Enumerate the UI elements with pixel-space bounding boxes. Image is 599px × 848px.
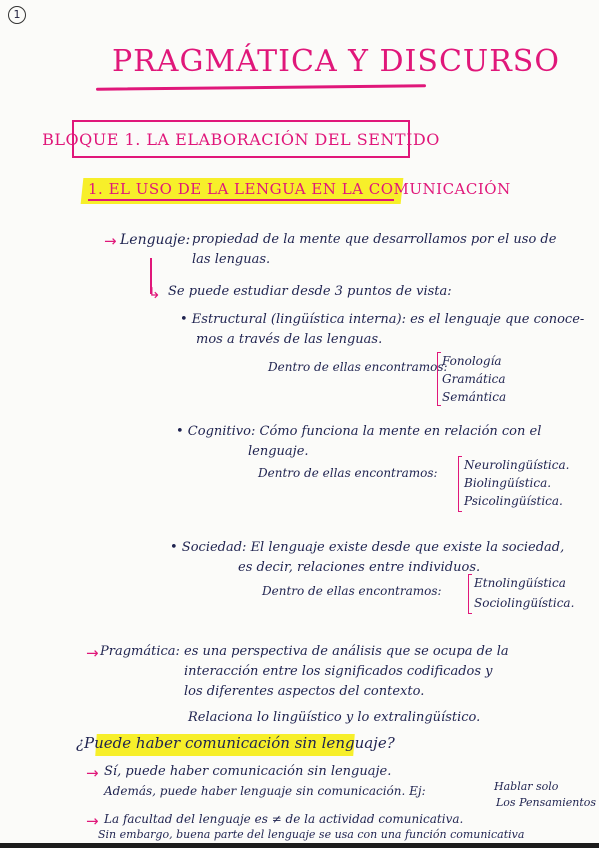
bracket xyxy=(437,352,441,406)
list-item: Psicolingüística. xyxy=(464,494,563,508)
title-underline xyxy=(96,84,426,90)
section-underline xyxy=(88,199,394,201)
answer-line3: La facultad del lenguaje es ≠ de la actividad comunicativa. xyxy=(104,812,464,826)
list-item: Etnolingüística xyxy=(474,576,566,590)
arrow-icon: → xyxy=(86,812,99,830)
list-item: Biolingüística. xyxy=(464,476,552,490)
sociedad-dentro: Dentro de ellas encontramos: xyxy=(262,584,442,598)
example-2: Los Pensamientos xyxy=(496,796,597,809)
list-item: Fonología xyxy=(442,354,502,368)
cognitivo-label: • Cognitivo: Cómo funciona la mente en relación con el xyxy=(176,424,542,439)
estructural-dentro: Dentro de ellas encontramos: xyxy=(268,360,448,374)
list-item: Sociolingüística. xyxy=(474,596,575,610)
page-number: 1 xyxy=(8,6,26,24)
question-text: ¿Puede haber comunicación sin lenguaje? xyxy=(76,734,395,752)
pragmatica-term: Pragmática: xyxy=(100,644,180,659)
answer-line2: Además, puede haber lenguaje sin comunicación. Ej: xyxy=(104,784,426,798)
arrow-icon: → xyxy=(104,232,117,250)
answer-line1: Sí, puede haber comunicación sin lenguaje. xyxy=(104,764,392,779)
sociedad-label: • Sociedad: El lenguaje existe desde que existe la sociedad, xyxy=(170,540,565,555)
lenguaje-sub: Se puede estudiar desde 3 puntos de vista: xyxy=(168,284,452,299)
bracket xyxy=(468,574,472,614)
lenguaje-term: Lenguaje: xyxy=(120,232,191,248)
answer-line4: Sin embargo, buena parte del lenguaje se usa con una función comunicativa xyxy=(98,828,525,841)
sociedad-line2: es decir, relaciones entre individuos. xyxy=(238,560,481,575)
list-item: Neurolingüística. xyxy=(464,458,570,472)
bloque-heading-box xyxy=(42,120,440,158)
page-title: PRAGMÁTICA Y DISCURSO xyxy=(112,44,560,79)
bottom-border xyxy=(0,843,599,848)
pragmatica-def-line1: es una perspectiva de análisis que se ocupa de la xyxy=(184,644,509,659)
cognitivo-line2: lenguaje. xyxy=(248,444,309,459)
lenguaje-def-line2: las lenguas. xyxy=(192,252,271,267)
cognitivo-dentro: Dentro de ellas encontramos: xyxy=(258,466,438,480)
estructural-label: • Estructural (lingüística interna): es el lenguaje que conoce- xyxy=(180,312,585,327)
pragmatica-relaciona: Relaciona lo lingüístico y lo extralingüístico. xyxy=(188,710,481,725)
section-title: 1. EL USO DE LA LENGUA EN LA COMUNICACIÓN xyxy=(88,180,511,198)
estructural-line2: mos a través de las lenguas. xyxy=(196,332,383,347)
bracket xyxy=(458,456,462,512)
list-item: Semántica xyxy=(442,390,507,404)
arrow-icon: → xyxy=(86,644,99,662)
pragmatica-def-line2: interacción entre los significados codificados y xyxy=(184,664,493,679)
arrow-icon: ↳ xyxy=(148,284,161,302)
arrow-icon: → xyxy=(86,764,99,782)
pragmatica-def-line3: los diferentes aspectos del contexto. xyxy=(184,684,425,699)
lenguaje-def-line1: propiedad de la mente que desarrollamos por el uso de xyxy=(192,232,557,247)
list-item: Gramática xyxy=(442,372,506,386)
bloque-heading: BLOQUE 1. LA ELABORACIÓN DEL SENTIDO xyxy=(42,129,440,149)
example-1: Hablar solo xyxy=(494,780,559,793)
